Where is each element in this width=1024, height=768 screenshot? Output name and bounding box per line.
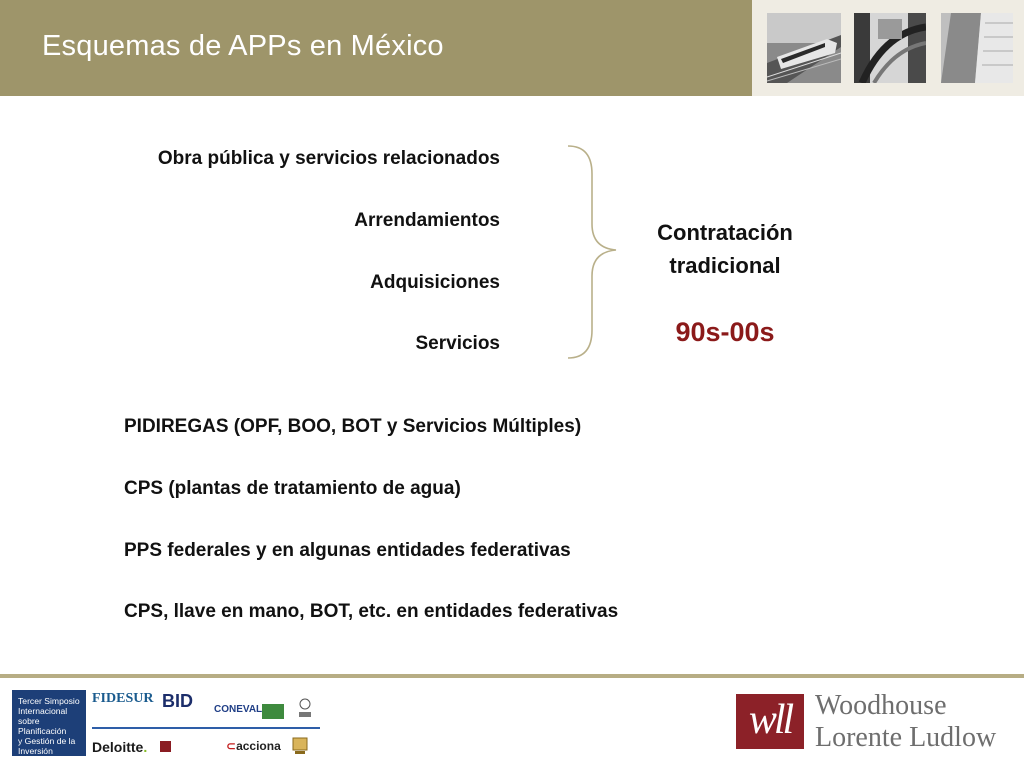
symposium-line: Tercer Simposio (18, 696, 80, 706)
symposium-line: Inversión Pública (18, 746, 53, 766)
scheme-item: PIDIREGAS (OPF, BOO, BOT y Servicios Múltiples) (124, 416, 582, 437)
firm-name-line2: Lorente Ludlow (815, 722, 997, 753)
scheme-item: CPS, llave en mano, BOT, etc. en entidades federativas (124, 601, 619, 622)
symposium-line: y Gestión de la (18, 736, 76, 746)
curly-brace (564, 144, 620, 362)
traditional-item: Servicios (415, 333, 500, 354)
un-emblem-icon (298, 697, 312, 719)
building-photo (941, 13, 1013, 83)
wll-mini-logo (160, 741, 171, 752)
traditional-item: Adquisiciones (370, 272, 500, 293)
woodhouse-monogram-logo: wll (736, 694, 804, 749)
symposium-line: Internacional (18, 706, 68, 716)
scheme-item: CPS (plantas de tratamiento de agua) (124, 478, 461, 499)
title-bar (0, 0, 752, 96)
sponsor-divider (92, 727, 320, 729)
symposium-line: sobre Planificación (18, 716, 67, 736)
fidesur-logo: FIDESUR (92, 691, 154, 706)
deloitte-logo: Deloitte. (92, 739, 148, 755)
traditional-label-line1: Contratación (657, 220, 793, 245)
traditional-item: Arrendamientos (354, 210, 500, 231)
symposium-logo (12, 690, 86, 766)
deloitte-text: Deloitte (92, 739, 144, 755)
scheme-item: PPS federales y en algunas entidades federativas (124, 540, 571, 561)
slide-title: Esquemas de APPs en México (42, 30, 444, 62)
era-label: 90s-00s (675, 317, 775, 347)
seal-icon (292, 737, 308, 755)
traditional-label-line2: tradicional (669, 253, 781, 278)
coneval-logo: CONEVAL (214, 704, 263, 715)
acciona-logo: ⊂acciona (226, 739, 281, 753)
monorail-photo (854, 13, 926, 83)
train-photo (767, 13, 841, 83)
traditional-item: Obra pública y servicios relacionados (157, 148, 500, 169)
firm-name-line1: Woodhouse (815, 690, 947, 721)
sponsor-logo-green (262, 704, 284, 719)
bid-logo: BID (162, 691, 193, 711)
acciona-text: acciona (236, 739, 281, 753)
